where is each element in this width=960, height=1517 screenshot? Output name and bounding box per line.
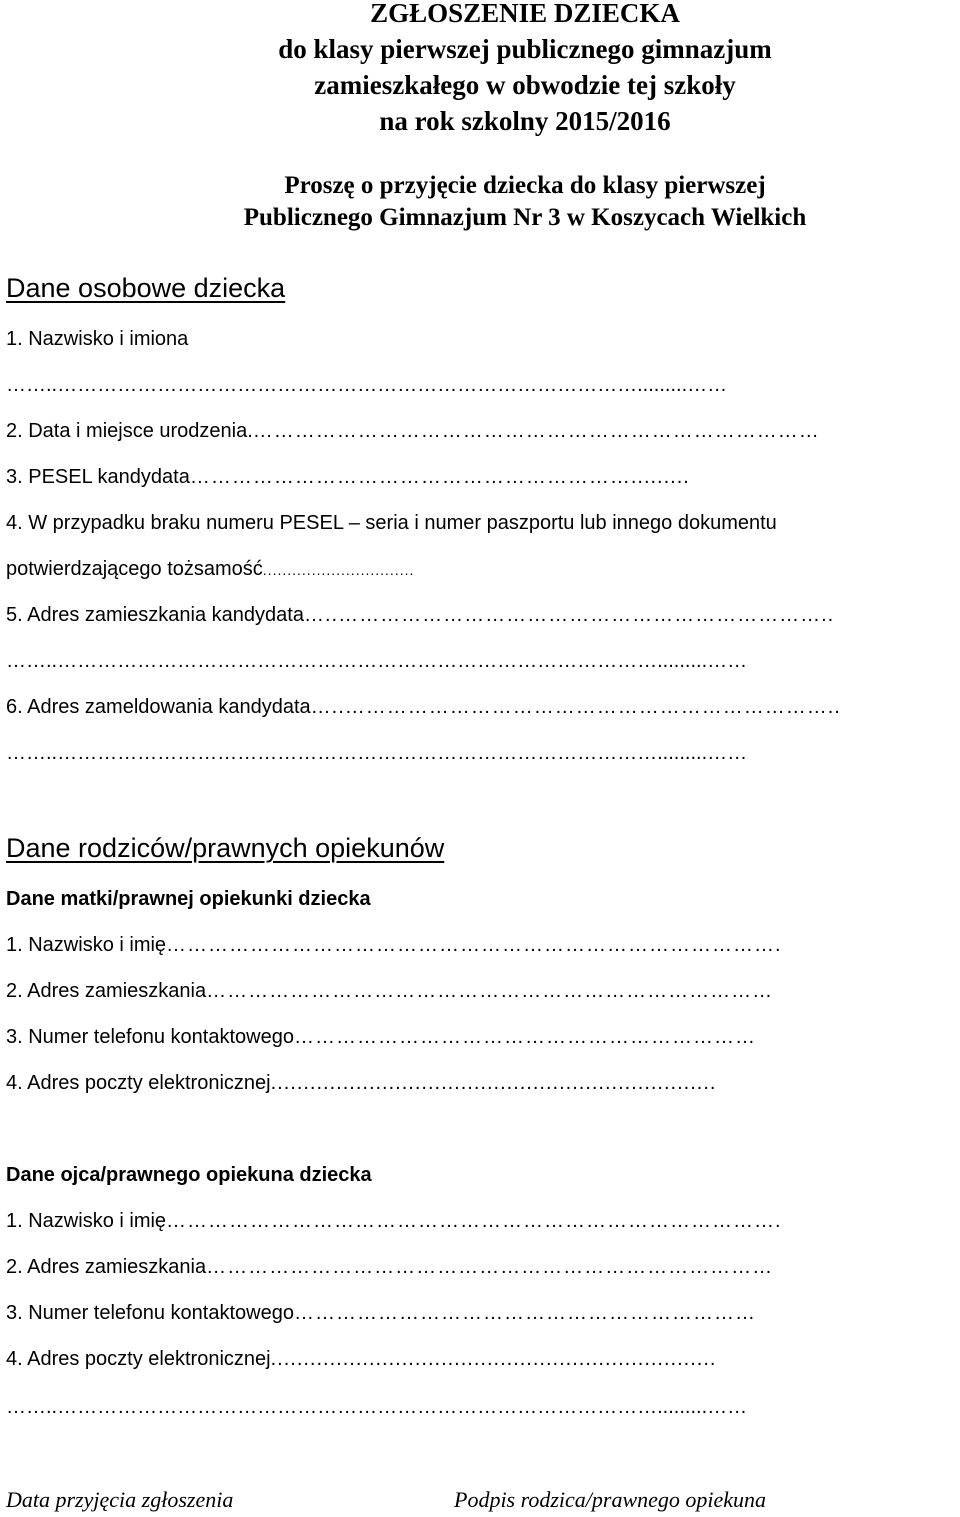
mother-email-field[interactable]: .................................................................... — [270, 1072, 717, 1094]
parents-section-heading: Dane rodziców/prawnych opiekunów — [6, 833, 445, 863]
title-line-4: na rok szkolny 2015/2016 — [379, 106, 671, 136]
father-name-label: 1. Nazwisko i imię — [6, 1210, 167, 1232]
child-section-heading: Dane osobowe dziecka — [6, 273, 286, 303]
mother-address-field[interactable]: ……………………………………………………………………… — [206, 980, 774, 1002]
registered-address-label: 6. Adres zameldowania kandydata — [6, 696, 311, 718]
pesel-row — [6, 464, 954, 490]
father-phone-field[interactable]: ………………………………………………………… — [293, 1302, 756, 1324]
father-section-heading: Dane ojca/prawnego opiekuna dziecka — [6, 1164, 372, 1186]
mother-address-row — [6, 978, 954, 1004]
mother-phone-row — [6, 1024, 954, 1050]
request-line-1: Proszę o przyjęcie dziecka do klasy pierwszej — [284, 172, 766, 199]
father-email-field[interactable]: .................................................................... — [270, 1348, 717, 1370]
mother-name-field[interactable]: ……………………………………………………………………………. — [166, 934, 782, 956]
mother-section-heading: Dane matki/prawnej opiekunki dziecka — [6, 888, 371, 910]
identity-document-field[interactable]: ............................... — [262, 562, 415, 578]
child-name-label: 1. Nazwisko i imiona — [6, 328, 189, 350]
title-line-3: zamieszkałego w obwodzie tej szkoły — [314, 70, 736, 100]
registered-address-field[interactable]: …..…………………………………………………………….. — [310, 696, 841, 718]
submission-date-caption: Data przyjęcia zgłoszenia — [6, 1487, 234, 1512]
pesel-label: 3. PESEL kandydata — [6, 466, 190, 488]
document-title: ZGŁOSZENIE DZIECKA — [370, 0, 680, 28]
mother-name-label: 1. Nazwisko i imię — [6, 934, 167, 956]
father-phone-label: 3. Numer telefonu kontaktowego — [6, 1302, 294, 1324]
child-name-field[interactable]: ……..…………………………………………………………………………….........…… — [6, 374, 728, 396]
residence-address-label: 5. Adres zamieszkania kandydata — [6, 604, 304, 626]
residence-address-continued[interactable]: ……..……………………………………………………………………………….........…… — [6, 650, 748, 672]
identity-document-row — [6, 556, 954, 583]
pesel-field[interactable]: ………………………………………………………......... — [189, 466, 690, 488]
father-email-continued[interactable]: ……..……………………………………………………………………………….........…… — [6, 1396, 748, 1418]
father-name-row — [6, 1208, 954, 1234]
parent-signature-caption: Podpis rodzica/prawnego opiekuna — [454, 1487, 767, 1512]
father-name-field[interactable]: ……………………………………………………………………………. — [166, 1210, 782, 1232]
father-email-row — [6, 1346, 954, 1372]
father-address-label: 2. Adres zamieszkania — [6, 1256, 207, 1278]
father-phone-row — [6, 1300, 954, 1326]
mother-name-row — [6, 932, 954, 958]
registered-address-continued[interactable]: ……..……………………………………………………………………………….........…… — [6, 742, 748, 764]
title-line-2: do klasy pierwszej publicznego gimnazjum — [278, 34, 772, 64]
mother-phone-label: 3. Numer telefonu kontaktowego — [6, 1026, 294, 1048]
father-email-label: 4. Adres poczty elektronicznej — [6, 1348, 271, 1370]
birth-date-place-row — [6, 418, 954, 444]
birth-date-place-field[interactable]: ……………………………………………………………………… — [252, 420, 820, 442]
residence-address-field[interactable]: …..…………………………………………………………….. — [303, 604, 835, 626]
mother-email-label: 4. Adres poczty elektronicznej — [6, 1072, 271, 1094]
mother-phone-field[interactable]: ………………………………………………………… — [293, 1026, 756, 1048]
identity-document-label: potwierdzającego tożsamość — [6, 558, 263, 580]
birth-date-place-label: 2. Data i miejsce urodzenia. — [6, 420, 253, 442]
passport-instruction: 4. W przypadku braku numeru PESEL – seria i numer paszportu lub innego dokumentu — [6, 512, 777, 534]
request-line-2: Publicznego Gimnazjum Nr 3 w Koszycach Wielkich — [243, 204, 807, 231]
mother-address-label: 2. Adres zamieszkania — [6, 980, 207, 1002]
mother-email-row — [6, 1070, 954, 1096]
residence-address-row — [6, 602, 954, 628]
father-address-row — [6, 1254, 954, 1280]
father-address-field[interactable]: ……………………………………………………………………… — [206, 1256, 774, 1278]
registered-address-row — [6, 694, 954, 720]
